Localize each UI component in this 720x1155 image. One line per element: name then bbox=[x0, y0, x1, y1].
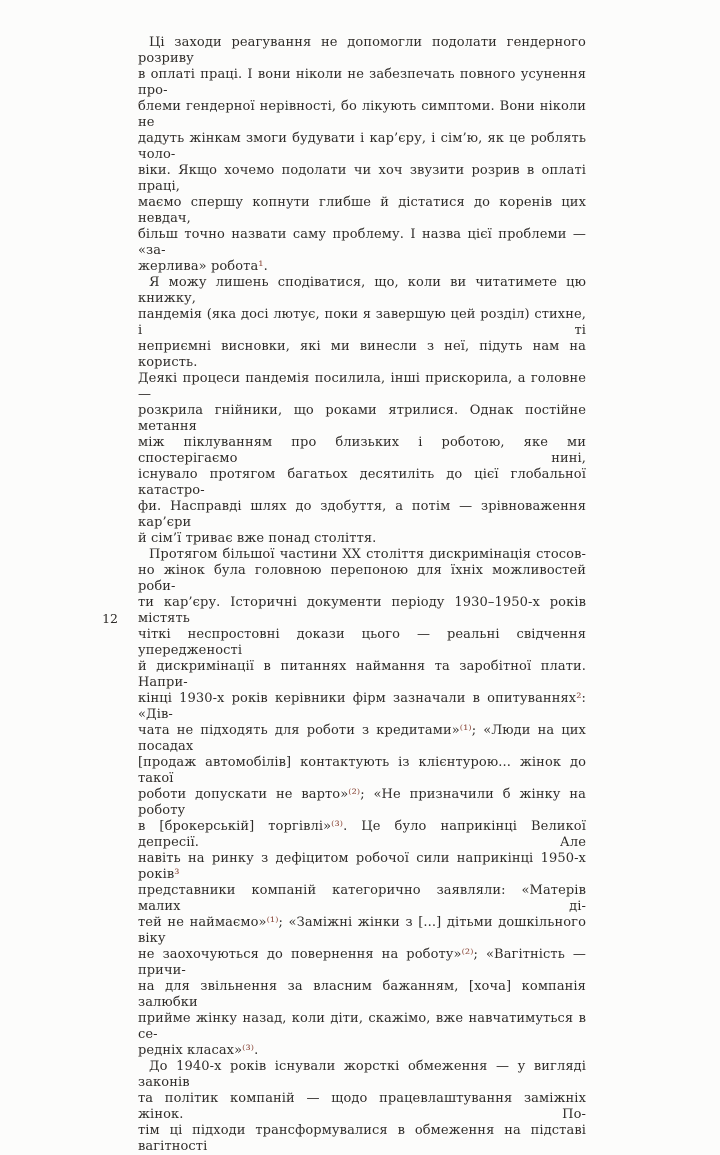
text-line: в [брокерській] торгівлі»⁽³⁾. Це було наприкінці Великої депресії. Але bbox=[138, 819, 586, 850]
text-line: й дискримінації в питаннях наймання та заробітної плати. Напри- bbox=[138, 659, 586, 690]
text-block bbox=[138, 35, 586, 1155]
text-line: До 1940-х років існували жорсткі обмеження — у вигляді законів bbox=[138, 1059, 586, 1090]
text-line: маємо спершу копнути глибше й дістатися до коренів цих невдач, bbox=[138, 195, 586, 226]
text-line: прийме жінку назад, коли діти, скажімо, вже навчатимуться в се- bbox=[138, 1011, 586, 1042]
text-line: тей не наймаємо»⁽¹⁾; «Заміжні жінки з [...] дітьми дошкільного віку bbox=[138, 915, 586, 946]
text-line: тім ці підходи трансформувалися в обмеження на підставі вагітності bbox=[138, 1123, 586, 1154]
text-line: в оплаті праці. І вони ніколи не забезпечать повного усунення про- bbox=[138, 67, 586, 98]
text-line: й сім’ї триває вже понад століття. bbox=[138, 531, 377, 546]
text-line: існувало протягом багатьох десятиліть до цієї глобальної катастро- bbox=[138, 467, 586, 498]
footnote-marker: ⁽³⁾ bbox=[331, 819, 344, 834]
footnote-marker: ² bbox=[576, 691, 582, 706]
text-line: пандемія (яка досі лютує, поки я завершую цей розділ) стихне, і ті bbox=[138, 307, 586, 338]
text-line: кінці 1930-х років керівники фірм зазначали в опитуваннях²: «Дів- bbox=[138, 691, 586, 722]
text-line: представники компаній категорично заявляли: «Матерів малих ді- bbox=[138, 883, 586, 914]
text-line: на для звільнення за власним бажанням, [хоча] компанія залюбки bbox=[138, 979, 586, 1010]
text-line: Деякі процеси пандемія посилила, інші прискорила, а головне — bbox=[138, 371, 586, 402]
text-line: жерлива» робота¹. bbox=[138, 259, 268, 274]
text-line: Ці заходи реагування не допомогли подолати гендерного розриву bbox=[138, 35, 586, 66]
text-line: роботи допускати не варто»⁽²⁾; «Не призначили б жінку на роботу bbox=[138, 787, 586, 818]
text-line: неприємні висновки, які ми винесли з неї, підуть нам на користь. bbox=[138, 339, 586, 370]
text-line: чіткі неспростовні докази цього — реальні свідчення упередженості bbox=[138, 627, 586, 658]
text-line: фи. Насправді шлях до здобуття, а потім — зрівноваження кар’єри bbox=[138, 499, 586, 530]
text-line: віки. Якщо хочемо подолати чи хоч звузити розрив в оплаті праці, bbox=[138, 163, 586, 194]
footnote-marker: ⁽¹⁾ bbox=[266, 915, 279, 930]
text-line: но жінок була головною перепоною для їхніх можливостей роби- bbox=[138, 563, 586, 594]
text-line: блеми гендерної нерівності, бо лікують симптоми. Вони ніколи не bbox=[138, 99, 586, 130]
text-line: між піклуванням про близьких і роботою, яке ми спостерігаємо нині, bbox=[138, 435, 586, 466]
footnote-marker: ³ bbox=[174, 867, 180, 882]
page-number: 12 bbox=[102, 611, 118, 626]
text-line: більш точно назвати саму проблему. І назва цієї проблеми — «за- bbox=[138, 227, 586, 258]
text-line: розкрила гнійники, що роками ятрилися. Однак постійне метання bbox=[138, 403, 586, 434]
text-line: чата не підходять для роботи з кредитами»⁽¹⁾; «Люди на цих посадах bbox=[138, 723, 586, 754]
text-line: Я можу лишень сподіватися, що, коли ви читатимете цю книжку, bbox=[138, 275, 586, 306]
footnote-marker: ⁽¹⁾ bbox=[459, 723, 472, 738]
text-line: не заохочуються до повернення на роботу»⁽²⁾; «Вагітність — причи- bbox=[138, 947, 587, 978]
text-line: ти кар’єру. Історичні документи періоду 1930–1950-х років містять bbox=[138, 595, 586, 626]
footnote-marker: ⁽³⁾ bbox=[242, 1043, 255, 1058]
text-line: Протягом більшої частини XX століття дискримінація стосов- bbox=[149, 547, 586, 562]
footnote-marker: ⁽²⁾ bbox=[461, 947, 474, 962]
text-line: та політик компаній — щодо працевлаштування заміжніх жінок. По- bbox=[138, 1091, 586, 1122]
footnote-marker: ¹ bbox=[258, 259, 264, 274]
text-line: [продаж автомобілів] контактують із клієнтурою... жінок до такої bbox=[138, 755, 586, 786]
text-line: дадуть жінкам змоги будувати і кар’єру, і сім’ю, як це роблять чоло- bbox=[138, 131, 586, 162]
text-line: редніх класах»⁽³⁾. bbox=[138, 1043, 259, 1058]
footnote-marker: ⁽²⁾ bbox=[348, 787, 361, 802]
text-line: навіть на ринку з дефіцитом робочої сили наприкінці 1950-х років³ bbox=[138, 851, 586, 882]
